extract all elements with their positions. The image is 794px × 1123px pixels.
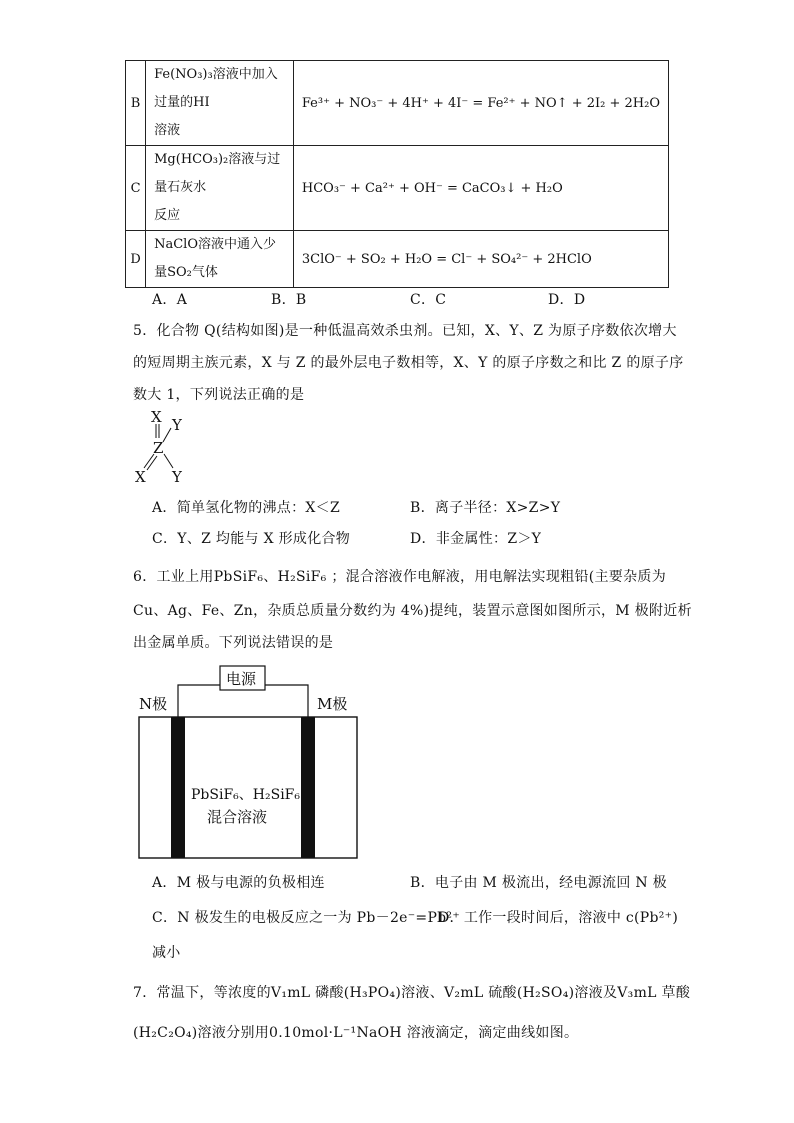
electrolysis-diagram [135, 660, 375, 865]
table-row [126, 231, 669, 288]
description-line: NaClO溶液中通入少量SO₂气体 [154, 237, 276, 280]
q5-line: 5．化合物 Q(结构如图)是一种低温高效杀虫剂。已知，X、Y、Z 为原子序数依次增大 [133, 323, 677, 339]
q5-option-c[interactable]: C．Y、Z 均能与 X 形成化合物 [152, 531, 351, 547]
q5-line: 的短周期主族元素，X 与 Z 的最外层电子数相等，X、Y 的原子序数之和比 Z 的原子序 [133, 355, 684, 371]
description-line: 反应 [154, 208, 181, 223]
option-c[interactable]: C．C [410, 292, 447, 308]
power-source-label: 电源 [226, 670, 257, 688]
q5-option-b[interactable]: B．离子半径：X>Z>Y [410, 500, 561, 516]
description-line: 溶液 [154, 123, 181, 138]
row-description [146, 146, 294, 231]
atom-y: Y [172, 468, 182, 486]
row-label: B [126, 61, 146, 146]
row-equation: Fe³⁺ + NO₃⁻ + 4H⁺ + 4I⁻ = Fe²⁺ + NO↑ + 2I₂ + 2H₂O [293, 61, 668, 146]
q6-line: 出金属单质。下列说法错误的是 [133, 635, 334, 651]
table-row [126, 146, 669, 231]
n-pole-label: N极 [139, 695, 168, 713]
q5-option-d[interactable]: D．非金属性：Z＞Y [410, 531, 542, 547]
q5-structure [130, 408, 200, 488]
row-equation: 3ClO⁻ + SO₂ + H₂O = Cl⁻ + SO₄²⁻ + 2HClO [293, 231, 668, 288]
option-d[interactable]: D．D [548, 292, 586, 308]
row-equation: HCO₃⁻ + Ca²⁺ + OH⁻ = CaCO₃↓ + H₂O [293, 146, 668, 231]
m-pole-label: M极 [317, 695, 348, 713]
description-line: Fe(NO₃)₃溶液中加入过量的HI [154, 67, 278, 110]
atom-z: Z [153, 439, 164, 457]
q6-line: Cu、Ag、Fe、Zn，杂质总质量分数约为 4%)提纯，装置示意图如图所示，M 极附近析 [133, 603, 692, 619]
reaction-table [125, 60, 669, 288]
q6-option-b[interactable]: B．电子由 M 极流出，经电源流回 N 极 [410, 875, 667, 891]
atom-x: X [151, 408, 162, 426]
row-label: D [126, 231, 146, 288]
row-label: C [126, 146, 146, 231]
option-a[interactable]: A．A [152, 292, 188, 308]
q6-line: 6．工业上用PbSiF₆、H₂SiF₆ ；混合溶液作电解液，用电解法实现粗铅(主要杂质为 [133, 569, 667, 585]
q7-line: 7．常温下，等浓度的V₁mL 磷酸(H₃PO₄)溶液、V₂mL 硫酸(H₂SO₄)溶液及V₃mL 草酸 [133, 985, 691, 1001]
q6-option-a[interactable]: A．M 极与电源的负极相连 [152, 875, 325, 891]
q5-line: 数大 1，下列说法正确的是 [133, 387, 305, 403]
row-description [146, 61, 294, 146]
q6-option-d-continuation: 减小 [152, 945, 181, 961]
atom-x: X [135, 468, 146, 486]
table-row [126, 61, 669, 146]
q7-line: (H₂C₂O₄)溶液分别用0.10mol·L⁻¹NaOH 溶液滴定，滴定曲线如图。 [133, 1025, 579, 1041]
atom-y: Y [172, 416, 182, 434]
q6-option-d[interactable]: D．工作一段时间后，溶液中 c(Pb²⁺) [438, 910, 679, 926]
q6-option-c[interactable]: C．N 极发生的电极反应之一为 Pb－2e⁻=Pb²⁺ [152, 910, 461, 926]
solution-label: 混合溶液 [207, 808, 268, 826]
q5-option-a[interactable]: A．简单氢化物的沸点：X＜Z [152, 500, 341, 516]
description-line: Mg(HCO₃)₂溶液与过量石灰水 [154, 152, 281, 195]
option-b[interactable]: B．B [271, 292, 307, 308]
solution-label: PbSiF₆、H₂SiF₆ [191, 787, 300, 803]
apparatus [135, 660, 375, 865]
row-description [146, 231, 294, 288]
